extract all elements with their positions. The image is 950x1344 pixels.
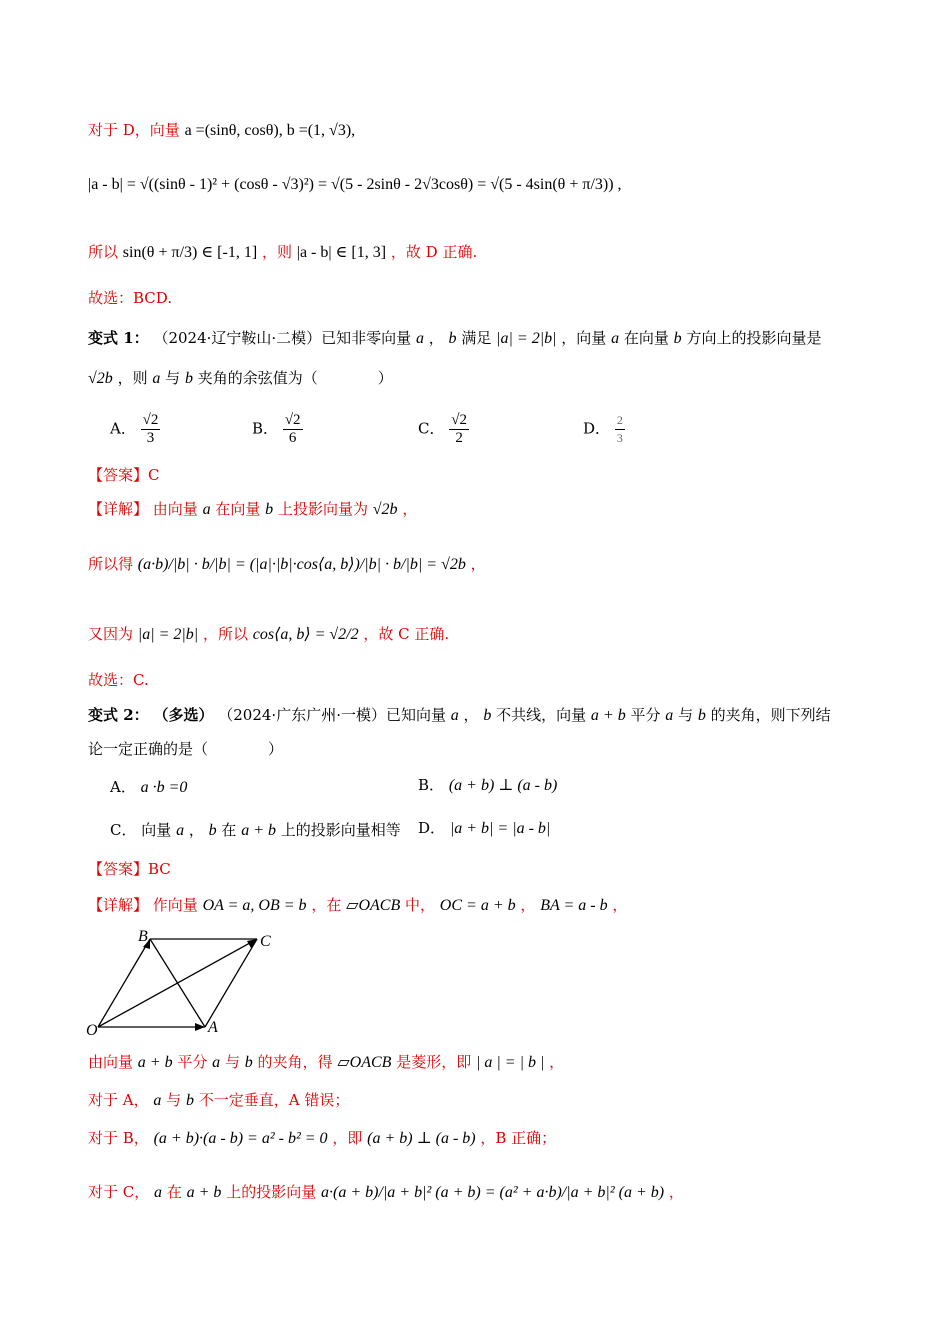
v2-a-with: 与 [166,1091,182,1109]
d-mod-line [88,172,622,197]
d-intro-line [88,118,355,143]
v2-answer: 【答案】BC [88,860,171,878]
v2-detail-sep: ， [520,896,536,914]
v2-text2: 不共线，向量 [496,706,587,724]
v2-a-line [88,1088,349,1113]
v2-with: 与 [678,706,694,724]
v1-line1 [88,326,821,351]
v1-so-math: (a·b)/|b| · b/|b| = (|a|·|b|·cos⟨a, b⟩)/|b| · b/|b| = √2b [137,556,466,573]
v2-text3: 平分 [630,706,661,724]
v1-option-c-label: C． [418,419,445,438]
v2-detail-math4: BA = a - b [540,897,608,914]
edge-ac [205,939,257,1027]
v1-answer: 【答案】C [88,466,160,484]
v2-b-line [88,1126,556,1151]
v2-detail-math: OA = a, OB = b [202,897,307,914]
v2-multi: （多选） [153,706,214,724]
v2-c-a: a [154,1184,163,1201]
v2-from-math2: ▱OACB [337,1054,392,1071]
v1-option-a-frac [141,412,161,447]
label-c: C [260,933,271,950]
v2-option-c-text: 向量 [141,821,172,839]
v2-c-in: 在 [166,1183,182,1201]
v1-b2: b [673,330,682,347]
v2-c-apb: a + b [186,1184,222,1201]
v1-in: 在向量 [623,329,669,347]
v2-b-label: 对于 B， [88,1129,149,1147]
v1-line2-b: b [184,370,193,387]
frac-num: 2 [615,412,625,430]
v2-a-text: 不一定垂直，A 错误； [198,1091,350,1109]
diagonal-ba [150,939,205,1027]
edge-ob [98,939,150,1027]
d-so-line [88,240,477,265]
v2-c-end: ， [668,1183,684,1201]
frac-den: 3 [616,431,623,445]
v1-option-b [252,412,303,447]
d-so-label: 所以 [88,243,119,261]
v2-from-line [88,1050,564,1075]
frac-den: 6 [288,430,297,446]
v2-from-text3: 是菱形，即 [396,1053,472,1071]
v1-text: （2024·辽宁鞍山·二模）已知非零向量 [153,329,412,347]
v1-so-end: ， [470,555,486,573]
label-b: B [138,928,148,945]
v2-option-a [110,775,187,800]
v2-option-c-in: 在 [221,821,237,839]
v1-line2-math: √2b [88,370,113,387]
v2-from-math: a + b [137,1054,173,1071]
v2-b2: b [697,707,706,724]
v2-option-a-label: A． [110,778,136,796]
v2-from-math3: | a | = | b | [475,1054,545,1071]
v2-c-label: 对于 C， [88,1183,150,1201]
v1-a2: a [611,330,620,347]
v1-detail-line [88,497,417,522]
v2-from-a: a [212,1054,221,1071]
v1-option-a [110,412,160,447]
v2-option-d [418,816,550,841]
v2-detail-text: 作向量 [152,896,198,914]
v2-b-math: (a + b)·(a - b) = a² - b² = 0 [153,1130,328,1147]
v1-final: 故选：C. [88,671,149,689]
v2-option-b-label: B． [418,776,445,794]
v2-option-c-end: 上的投影向量相等 [280,821,401,839]
v2-option-a-math: a ·b =0 [140,779,188,796]
v2-c-text: 上的投影向量 [226,1183,317,1201]
v1-option-d-frac [615,412,625,447]
v1-option-d-label: D． [583,419,611,438]
v2-c-line [88,1180,684,1205]
parallelogram-diagram [84,924,284,1040]
v1-also-math: |a| = 2|b| [137,626,199,643]
v2-b-end: ，B 正确； [480,1129,557,1147]
v1-rest: ，向量 [561,329,607,347]
v2-from-with: 与 [224,1053,240,1071]
v2-apb: a + b [590,707,626,724]
v1-line2-text: ，则 [117,369,148,387]
v2-sep: ， [463,706,479,724]
answer-bcd: 故选：BCD. [88,289,173,307]
v2-option-b-math: (a + b) ⊥ (a - b) [448,777,558,794]
v1-option-a-label: A． [110,419,136,438]
v2-text: （2024·广东广州·一模）已知向量 [218,706,446,724]
v2-a-math: a [153,1092,162,1109]
d-mod-math: |a - b| = √((sinθ - 1)² + (cosθ - √3)²) = √(5 - 2sinθ - 2√3cosθ) = √(5 - 4sin(θ + π/3)) , [88,176,622,193]
v1-also-math2: cos⟨a, b⟩ = √2/2 [252,626,359,643]
v1-sep: ， [428,329,444,347]
v1-detail-a: a [202,501,211,518]
v1-detail-text: 由向量 [152,500,198,518]
v1-also-line [88,622,449,647]
d-intro-label: 对于 D，向量 [88,121,180,139]
d-so-mid: ，则 [261,243,292,261]
frac-num: √2 [142,412,159,428]
v2-c-math: a·(a + b)/|a + b|² (a + b) = (a² + a·b)/|a + b|² (a + b) [320,1184,665,1201]
v2-a-math2: b [185,1092,194,1109]
d-intro-math: a =(sinθ, cosθ), b =(1, √3), [184,122,356,139]
v1-also-label: 又因为 [88,625,134,643]
d-so-math: sin(θ + π/3) ∈ [-1, 1] [122,244,258,261]
v1-line2-with: 与 [165,369,181,387]
v2-b-mid: ，即 [332,1129,363,1147]
v1-detail-comma: ， [402,500,418,518]
v1-label: 变式 1： [88,329,149,347]
v1-so-label: 所以得 [88,555,134,573]
v1-detail-math: √2b [372,501,398,518]
v1-so-line [88,552,486,577]
v2-a2: a [665,707,674,724]
v2-option-c-apb: a + b [241,822,277,839]
v1-line2-end: 夹角的余弦值为（ ） [197,369,393,387]
v1-cond: |a| = 2|b| [496,330,557,347]
v2-detail-math2: ▱OACB [346,897,401,914]
v2-from-b: b [244,1054,253,1071]
v2-b-math2: (a + b) ⊥ (a - b) [367,1130,476,1147]
v1-line2 [88,366,393,391]
frac-den: 3 [146,430,155,446]
v2-option-c-sep: ， [188,821,204,839]
v2-from-label: 由向量 [88,1053,134,1071]
v2-detail-tag: 【详解】 [88,896,149,914]
v2-from-text2: 的夹角，得 [257,1053,333,1071]
v2-line2: 论一定正确的是（ ） [88,740,284,758]
v2-detail-end: ， [612,896,628,914]
v1-detail-b: b [265,501,274,518]
label-a: A [208,1019,218,1036]
d-so-end: ，故 D 正确. [390,243,478,261]
v2-option-c [110,818,401,843]
v1-option-c [418,412,469,447]
frac-den: 2 [455,430,463,446]
v1-satisfy: 满足 [461,329,492,347]
frac-num: √2 [451,412,467,428]
v2-option-c-a: a [176,822,185,839]
v2-line1 [88,703,831,728]
v1-a: a [415,330,424,347]
v1-also-end: ，故 C 正确. [363,625,450,643]
v1-detail-tag: 【详解】 [88,500,149,518]
frac-num: √2 [284,412,301,428]
v2-from-end: ， [549,1053,565,1071]
v2-b: b [483,707,492,724]
d-so-math2: |a - b| ∈ [1, 3] [296,244,387,261]
v1-option-d [583,412,625,447]
v2-label: 变式 2： [88,706,149,724]
v2-option-b [418,773,557,798]
v1-option-b-frac [283,412,303,447]
v2-option-c-label: C． [110,821,137,839]
v2-detail-math3: OC = a + b [439,897,516,914]
v1-end: 方向上的投影向量是 [686,329,822,347]
v1-b: b [448,330,457,347]
v2-detail-mid: ，在 [311,896,342,914]
v2-a-label: 对于 A， [88,1091,149,1109]
v1-detail-end: 上投影向量为 [277,500,368,518]
v2-option-d-math: |a + b| = |a - b| [449,820,551,837]
v2-text4: 的夹角，则下列结 [710,706,831,724]
v1-option-c-frac [449,412,469,447]
v2-a: a [450,707,459,724]
label-o: O [86,1022,98,1039]
v2-detail-mid2: 中， [405,896,436,914]
v2-option-d-label: D． [418,819,446,837]
v1-option-b-label: B． [252,419,279,438]
v2-from-text: 平分 [177,1053,208,1071]
v1-line2-a: a [152,370,161,387]
v1-also-mid: ，所以 [202,625,248,643]
v2-detail-line [88,893,627,918]
v2-option-c-b: b [208,822,217,839]
v1-detail-mid: 在向量 [215,500,261,518]
